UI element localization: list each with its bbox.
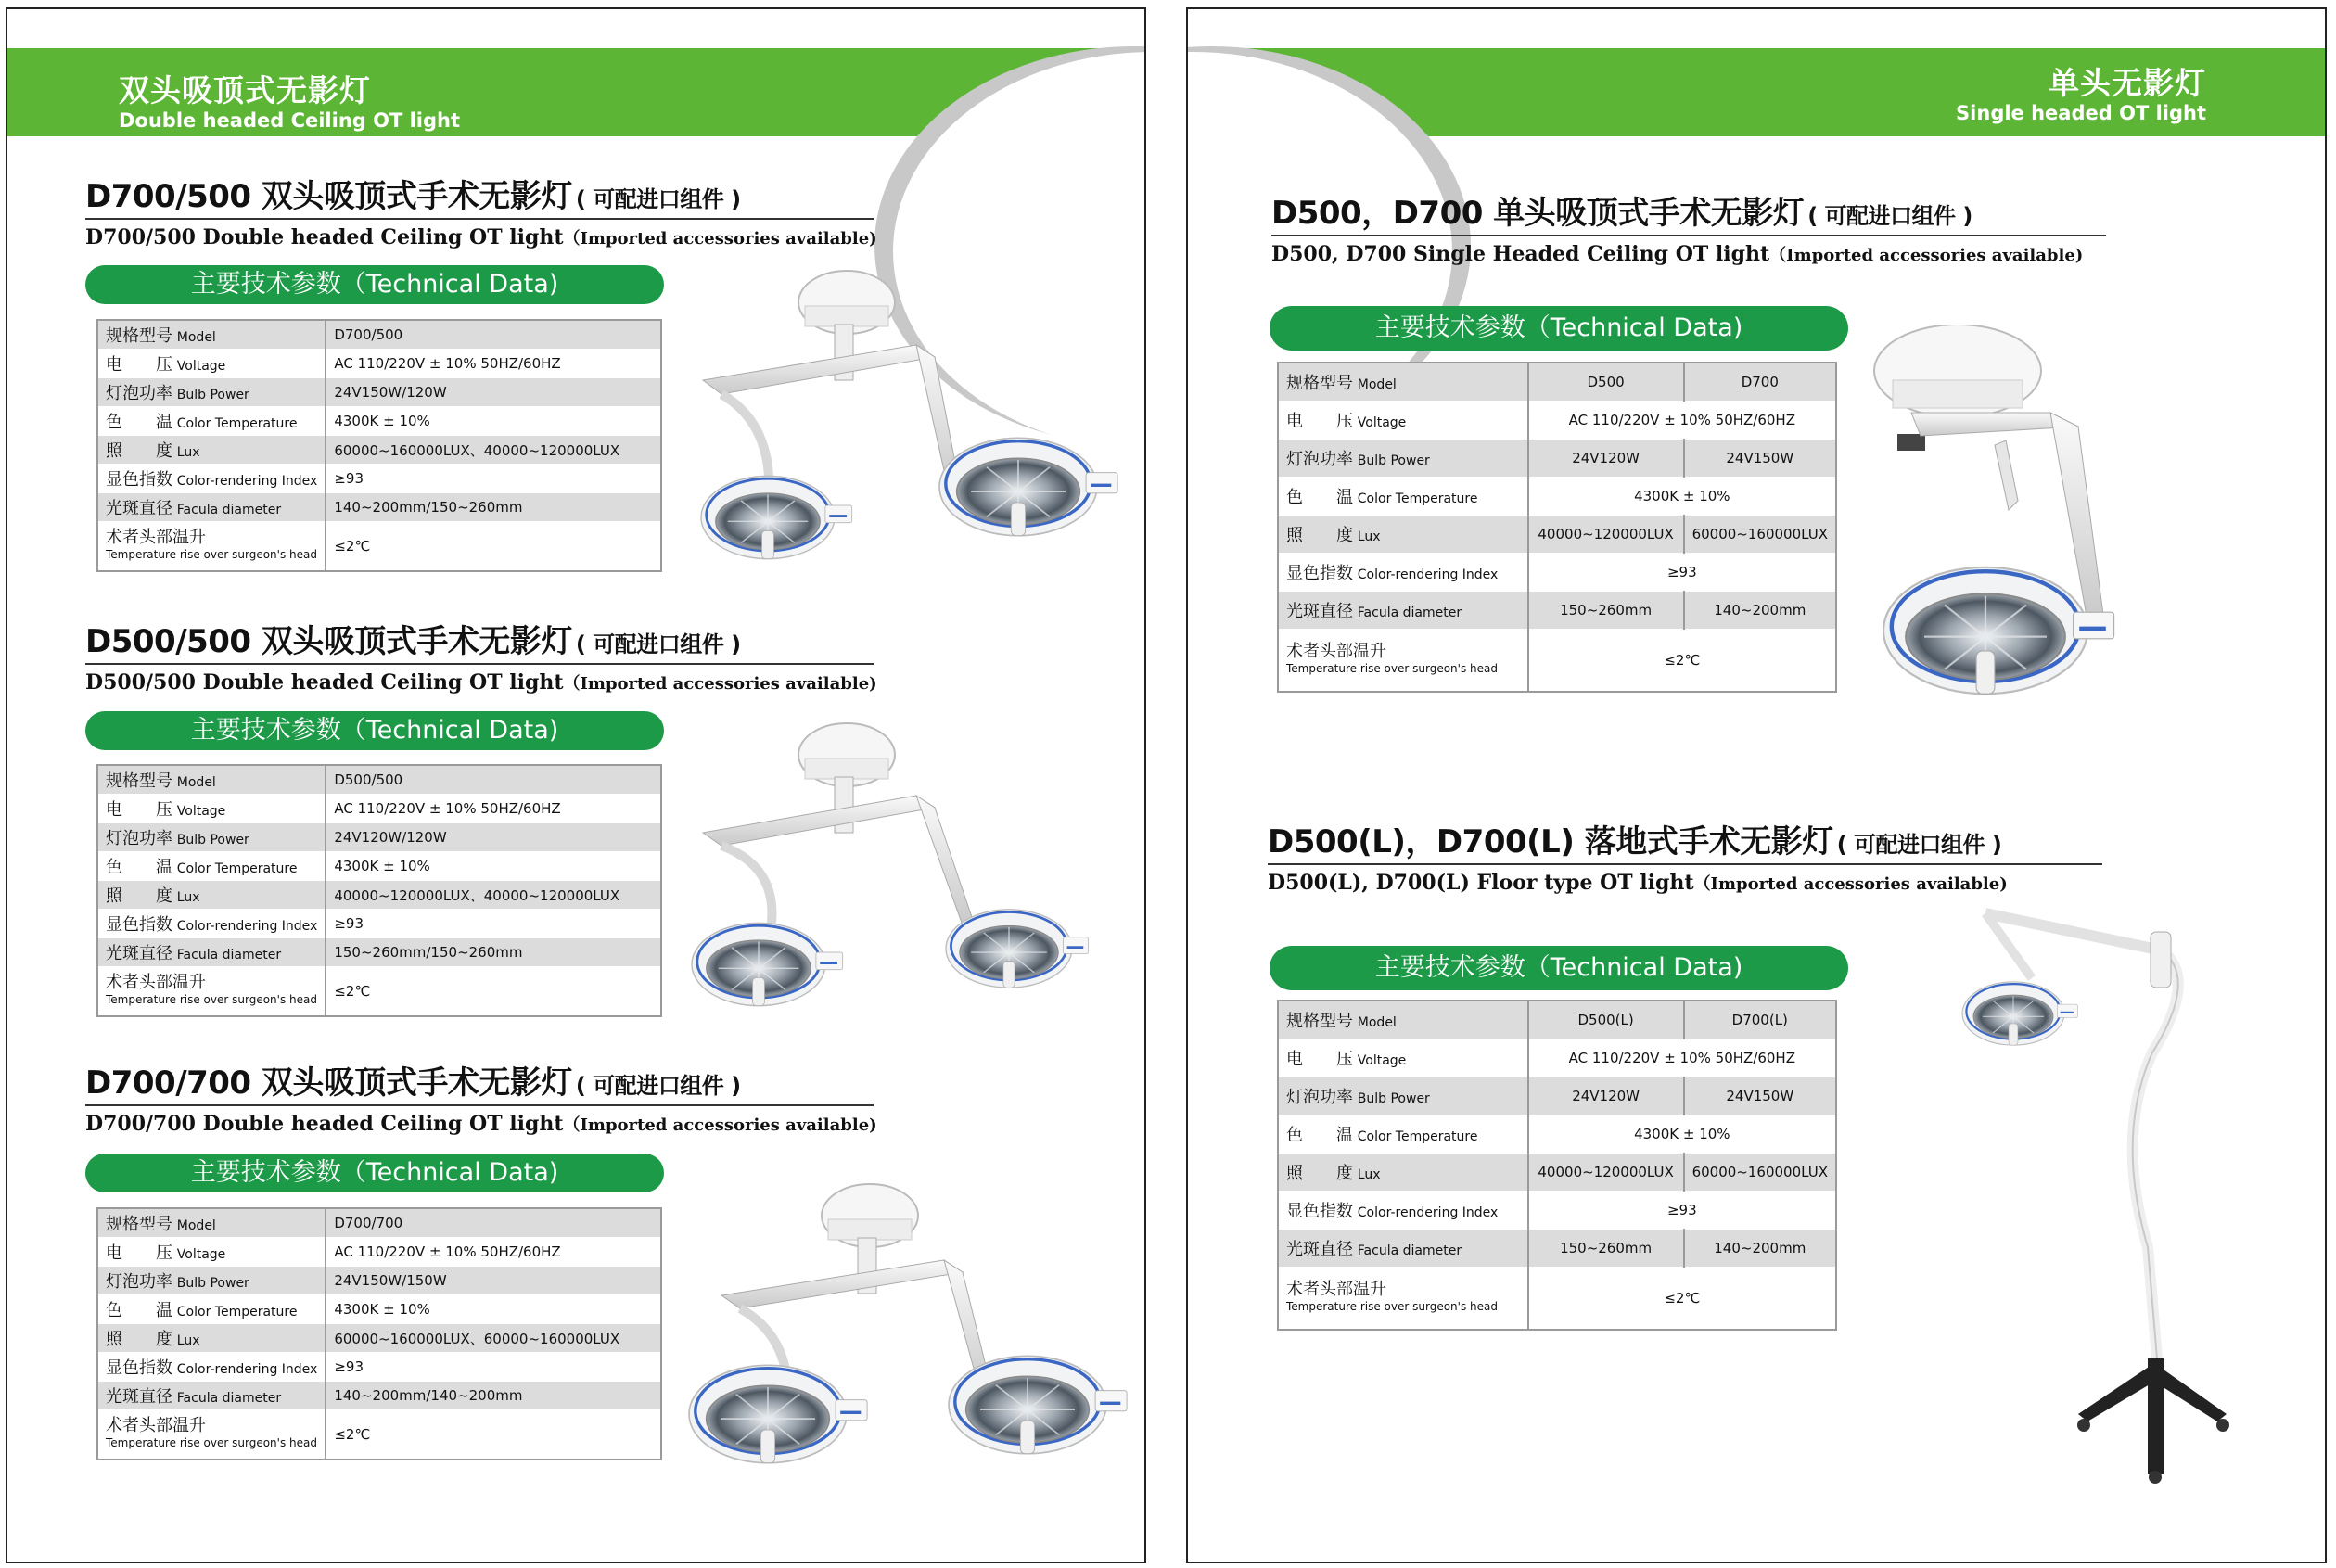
spec-label <box>1278 1268 1528 1331</box>
spec-label-en: Voltage <box>1357 1053 1407 1068</box>
spec-label-en: Color-rendering Index <box>176 1362 318 1377</box>
spec-label-en: Bulb Power <box>1357 1091 1430 1106</box>
lamp-image-double <box>657 1182 1139 1488</box>
spec-row <box>1278 554 1836 592</box>
spec-value: D700 <box>1684 363 1836 402</box>
lamp-image-single <box>1856 325 2319 733</box>
spec-value: 4300K ± 10% <box>326 852 661 881</box>
technical-data-pill: 主要技术参数（Technical Data) <box>85 1154 664 1192</box>
spec-value: D700(L) <box>1684 1001 1836 1039</box>
spec-label-en: Temperature rise over surgeon's head <box>1286 1300 1498 1313</box>
spec-row <box>97 1382 661 1410</box>
spec-row <box>97 350 661 378</box>
spec-label-cn: 照 度 <box>1286 1164 1353 1183</box>
spec-label-en: Lux <box>1357 529 1381 544</box>
spec-value: 24V120W/120W <box>326 823 661 852</box>
spec-label-cn: 光斑直径 <box>106 1387 172 1407</box>
spec-table-d500-500 <box>96 764 662 1017</box>
spec-label <box>97 823 326 852</box>
header-title-cn: 单头无影灯 <box>2049 65 2206 101</box>
section-rule <box>1271 235 2106 236</box>
spec-value: AC 110/220V ± 10% 50HZ/60HZ <box>326 1238 661 1267</box>
spec-row <box>97 522 661 572</box>
spec-label-en: Facula diameter <box>176 503 282 517</box>
spec-label-en: Model <box>1357 377 1397 392</box>
spec-label-cn: 电 压 <box>106 355 172 375</box>
spec-label-en: Facula diameter <box>1357 606 1462 620</box>
spec-row <box>1278 1230 1836 1268</box>
spec-label <box>97 967 326 1017</box>
spec-row <box>97 1353 661 1382</box>
spec-row <box>97 852 661 881</box>
spec-label-en: Bulb Power <box>176 388 249 402</box>
spec-row <box>1278 1039 1836 1077</box>
spec-label-cn: 光斑直径 <box>1286 602 1353 621</box>
section-title-text: D700/500 双头吸顶式手术无影灯 <box>85 178 572 215</box>
technical-data-pill: 主要技术参数（Technical Data) <box>1270 946 1848 990</box>
lamp-image-double <box>666 269 1139 575</box>
spec-row <box>97 938 661 967</box>
spec-label-cn: 规格型号 <box>1286 374 1353 393</box>
spec-label-en: Voltage <box>176 1247 226 1262</box>
spec-label-cn: 色 温 <box>1286 488 1353 507</box>
lamp-image-double <box>657 721 1130 1018</box>
spec-label-en: Color Temperature <box>1357 491 1478 506</box>
spec-row <box>1278 478 1836 516</box>
spec-row <box>97 910 661 938</box>
product-section-floor-type <box>1268 816 2102 895</box>
spec-label <box>1278 516 1528 554</box>
spec-value: D700/700 <box>326 1208 661 1238</box>
spec-label-en: Lux <box>176 445 200 460</box>
spec-row <box>1278 1077 1836 1115</box>
section-subtitle-text: D700/500 Double headed Ceiling OT light <box>85 225 564 249</box>
spec-value: D500/500 <box>326 765 661 795</box>
spec-label-cn: 灯泡功率 <box>106 829 172 848</box>
spec-label <box>1278 630 1528 693</box>
section-subtitle-text: D500, D700 Single Headed Ceiling OT light <box>1271 242 1770 266</box>
lamp-image-floor-stand <box>1921 895 2319 1488</box>
spec-value: 140~200mm/140~200mm <box>326 1382 661 1410</box>
spec-label <box>97 852 326 881</box>
spec-row <box>97 493 661 522</box>
spec-table-d700-700 <box>96 1207 662 1460</box>
spec-label-en: Model <box>1357 1015 1397 1030</box>
section-title <box>1268 816 2102 861</box>
spec-label-cn: 术者头部温升 <box>106 528 206 547</box>
spec-value: ≥93 <box>1528 1192 1836 1230</box>
header-title-en: Double headed Ceiling OT light <box>119 109 461 132</box>
spec-value: 150~260mm <box>1528 592 1684 630</box>
spec-label-cn: 电 压 <box>106 800 172 820</box>
spec-label-cn: 术者头部温升 <box>106 973 206 992</box>
spec-row <box>97 1324 661 1353</box>
spec-label-en: Model <box>176 775 216 790</box>
technical-data-pill: 主要技术参数（Technical Data) <box>85 711 664 750</box>
spec-label-cn: 规格型号 <box>1286 1012 1353 1031</box>
spec-label <box>1278 1001 1528 1039</box>
spec-label-en: Lux <box>176 1333 200 1348</box>
section-title-text: D700/700 双头吸顶式手术无影灯 <box>85 1064 572 1102</box>
spec-table-floor-type <box>1277 1000 1837 1331</box>
section-subtitle-note: （Imported accessories available) <box>563 1115 877 1135</box>
spec-label <box>97 1267 326 1295</box>
spec-label-cn: 术者头部温升 <box>1286 1280 1386 1299</box>
spec-label <box>97 1295 326 1324</box>
spec-row <box>97 320 661 350</box>
spec-value: 140~200mm <box>1684 592 1836 630</box>
section-title-text: D500/500 双头吸顶式手术无影灯 <box>85 623 572 660</box>
spec-label <box>97 765 326 795</box>
spec-label-cn: 色 温 <box>106 1301 172 1320</box>
spec-label <box>1278 440 1528 478</box>
section-title-note: ( 可配进口组件 ) <box>1807 203 1972 229</box>
spec-value: 140~200mm/150~260mm <box>326 493 661 522</box>
spec-row <box>1278 363 1836 402</box>
spec-label-en: Voltage <box>176 804 226 819</box>
spec-label-cn: 显色指数 <box>1286 1202 1353 1221</box>
spec-label-cn: 光斑直径 <box>106 944 172 963</box>
spec-label-en: Bulb Power <box>176 833 249 848</box>
section-rule <box>85 1104 874 1106</box>
spec-row <box>1278 630 1836 693</box>
spec-label-cn: 显色指数 <box>106 1358 172 1378</box>
spec-label-cn: 光斑直径 <box>1286 1240 1353 1259</box>
product-section-d700-500 <box>85 171 877 249</box>
spec-table-d500-d700 <box>1277 362 1837 693</box>
header-title-cn: 双头吸顶式无影灯 <box>119 72 371 108</box>
spec-label <box>97 320 326 350</box>
spec-row <box>97 465 661 493</box>
section-rule <box>85 218 874 220</box>
spec-label-cn: 规格型号 <box>106 1215 172 1234</box>
spec-label <box>1278 1077 1528 1115</box>
spec-label-en: Voltage <box>1357 415 1407 430</box>
section-title-note: ( 可配进口组件 ) <box>575 186 741 212</box>
section-rule <box>85 663 874 665</box>
spec-row <box>97 1208 661 1238</box>
spec-label-cn: 色 温 <box>106 413 172 432</box>
spec-label-en: Temperature rise over surgeon's head <box>106 1436 317 1449</box>
section-subtitle-note: （Imported accessories available) <box>563 229 877 249</box>
technical-data-pill: 主要技术参数（Technical Data) <box>85 265 664 304</box>
spec-label-cn: 灯泡功率 <box>106 384 172 403</box>
spec-label-cn: 照 度 <box>106 1330 172 1349</box>
spec-label <box>1278 478 1528 516</box>
spec-value: ≤2℃ <box>326 967 661 1017</box>
spec-value: 4300K ± 10% <box>1528 478 1836 516</box>
spec-label-en: Temperature rise over surgeon's head <box>106 993 317 1006</box>
spec-label-en: Lux <box>176 890 200 905</box>
spec-label <box>1278 592 1528 630</box>
spec-label <box>1278 402 1528 440</box>
spec-value: ≤2℃ <box>1528 630 1836 693</box>
spec-value: 24V150W/120W <box>326 378 661 407</box>
spec-value: 60000~160000LUX <box>1684 1154 1836 1192</box>
spec-label-cn: 电 压 <box>1286 1050 1353 1069</box>
spec-label-cn: 显色指数 <box>106 470 172 490</box>
spec-value: 40000~120000LUX、40000~120000LUX <box>326 881 661 910</box>
spec-label <box>1278 1154 1528 1192</box>
section-title <box>85 171 874 216</box>
spec-label-en: Bulb Power <box>176 1276 249 1291</box>
spec-row <box>97 765 661 795</box>
spec-value: 4300K ± 10% <box>326 1295 661 1324</box>
spec-value: ≤2℃ <box>326 1410 661 1460</box>
spec-row <box>1278 592 1836 630</box>
spec-row <box>97 436 661 465</box>
spec-label <box>1278 1115 1528 1154</box>
spec-label-cn: 色 温 <box>106 858 172 877</box>
spec-row <box>1278 1154 1836 1192</box>
spec-label-cn: 照 度 <box>1286 526 1353 545</box>
section-title-note: ( 可配进口组件 ) <box>575 631 741 657</box>
spec-row <box>97 823 661 852</box>
spec-label <box>1278 1039 1528 1077</box>
spec-label <box>97 1238 326 1267</box>
product-section-d500-d700 <box>1271 187 2106 266</box>
section-title-note: ( 可配进口组件 ) <box>1836 832 2002 858</box>
spec-label-en: Color-rendering Index <box>1357 1205 1499 1220</box>
spec-label-cn: 显色指数 <box>1286 564 1353 583</box>
spec-label-cn: 色 温 <box>1286 1126 1353 1145</box>
section-title <box>85 616 874 661</box>
header-title-en: Single headed OT light <box>1956 102 2206 124</box>
section-title-note: ( 可配进口组件 ) <box>575 1073 741 1099</box>
spec-value: 40000~120000LUX <box>1528 516 1684 554</box>
spec-label-cn: 灯泡功率 <box>106 1272 172 1292</box>
product-section-d700-700 <box>85 1057 877 1136</box>
spec-value: 140~200mm <box>1684 1230 1836 1268</box>
spec-value: 150~260mm/150~260mm <box>326 938 661 967</box>
spec-label-cn: 电 压 <box>106 1243 172 1263</box>
spec-label-en: Temperature rise over surgeon's head <box>1286 662 1498 675</box>
section-title <box>1271 187 2106 233</box>
spec-label <box>97 378 326 407</box>
spec-label-en: Color-rendering Index <box>176 919 318 934</box>
spec-value: D500(L) <box>1528 1001 1684 1039</box>
spec-label-en: Color Temperature <box>176 416 298 431</box>
spec-row <box>97 881 661 910</box>
spec-label <box>97 795 326 823</box>
spec-value: 60000~160000LUX <box>1684 516 1836 554</box>
spec-label-cn: 显色指数 <box>106 915 172 935</box>
section-subtitle <box>85 225 877 249</box>
spec-label-en: Temperature rise over surgeon's head <box>106 548 317 561</box>
spec-label-en: Lux <box>1357 1167 1381 1182</box>
spec-value: 24V150W <box>1684 440 1836 478</box>
spec-row <box>97 407 661 436</box>
spec-row <box>1278 440 1836 478</box>
spec-label-cn: 规格型号 <box>106 771 172 791</box>
spec-row <box>97 1410 661 1460</box>
spec-label-cn: 术者头部温升 <box>106 1416 206 1435</box>
spec-label-en: Model <box>176 330 216 345</box>
spec-value: ≥93 <box>326 465 661 493</box>
section-title <box>85 1057 874 1103</box>
spec-row <box>1278 1192 1836 1230</box>
spec-label-en: Color-rendering Index <box>1357 567 1499 582</box>
spec-label <box>1278 554 1528 592</box>
spec-label <box>97 938 326 967</box>
spec-value: 60000~160000LUX、40000~120000LUX <box>326 436 661 465</box>
section-subtitle-text: D500(L), D700(L) Floor type OT light <box>1268 871 1694 895</box>
spec-label-en: Color Temperature <box>1357 1129 1478 1144</box>
section-subtitle <box>1271 242 2106 266</box>
section-subtitle-note: （Imported accessories available) <box>1693 874 2008 894</box>
spec-value: D700/500 <box>326 320 661 350</box>
spec-label-cn: 灯泡功率 <box>1286 450 1353 469</box>
section-rule <box>1268 863 2102 865</box>
spec-value: ≥93 <box>1528 554 1836 592</box>
spec-label <box>97 1208 326 1238</box>
spec-row <box>1278 1268 1836 1331</box>
spec-label-en: Color-rendering Index <box>176 474 318 489</box>
section-title-text: D500，D700 单头吸顶式手术无影灯 <box>1271 195 1805 232</box>
section-subtitle <box>85 1112 877 1136</box>
spec-table-d700-500 <box>96 319 662 572</box>
spec-row <box>1278 1115 1836 1154</box>
spec-value: D500 <box>1528 363 1684 402</box>
spec-label <box>97 350 326 378</box>
spec-value: AC 110/220V ± 10% 50HZ/60HZ <box>326 350 661 378</box>
spec-label <box>97 522 326 572</box>
spec-value: 60000~160000LUX、60000~160000LUX <box>326 1324 661 1353</box>
spec-label-en: Color Temperature <box>176 861 298 876</box>
spec-label-en: Color Temperature <box>176 1305 298 1319</box>
spec-row <box>97 1238 661 1267</box>
spec-label <box>97 1382 326 1410</box>
section-title-text: D500(L)，D700(L) 落地式手术无影灯 <box>1268 823 1833 860</box>
spec-label <box>97 910 326 938</box>
spec-value: ≥93 <box>326 1353 661 1382</box>
catalog-page-right <box>1186 7 2327 1563</box>
spec-label <box>97 407 326 436</box>
section-subtitle-note: （Imported accessories available) <box>1769 246 2084 265</box>
spec-label <box>97 465 326 493</box>
section-subtitle-note: （Imported accessories available) <box>563 674 877 694</box>
technical-data-pill: 主要技术参数（Technical Data) <box>1270 306 1848 351</box>
spec-label <box>97 1353 326 1382</box>
spec-row <box>97 378 661 407</box>
spec-value: ≤2℃ <box>326 522 661 572</box>
spec-label-en: Facula diameter <box>176 948 282 962</box>
spec-row <box>97 795 661 823</box>
spec-label <box>97 493 326 522</box>
spec-row <box>97 1267 661 1295</box>
spec-label-cn: 照 度 <box>106 441 172 461</box>
spec-label-en: Facula diameter <box>1357 1243 1462 1258</box>
section-subtitle <box>85 670 877 695</box>
spec-row <box>1278 402 1836 440</box>
spec-label-cn: 电 压 <box>1286 412 1353 431</box>
spec-value: 24V120W <box>1528 440 1684 478</box>
spec-value: 24V150W <box>1684 1077 1836 1115</box>
spec-value: AC 110/220V ± 10% 50HZ/60HZ <box>1528 1039 1836 1077</box>
spec-label-en: Bulb Power <box>1357 453 1430 468</box>
spec-value: AC 110/220V ± 10% 50HZ/60HZ <box>1528 402 1836 440</box>
spec-value: AC 110/220V ± 10% 50HZ/60HZ <box>326 795 661 823</box>
section-subtitle <box>1268 871 2102 895</box>
spec-row <box>1278 516 1836 554</box>
spec-value: ≥93 <box>326 910 661 938</box>
section-subtitle-text: D700/700 Double headed Ceiling OT light <box>85 1112 564 1136</box>
spec-value: 24V120W <box>1528 1077 1684 1115</box>
spec-label-cn: 规格型号 <box>106 326 172 346</box>
spec-label-en: Model <box>176 1218 216 1233</box>
spec-label <box>1278 1192 1528 1230</box>
spec-label-en: Voltage <box>176 359 226 374</box>
spec-label-cn: 术者头部温升 <box>1286 642 1386 661</box>
product-section-d500-500 <box>85 616 877 695</box>
spec-label <box>1278 1230 1528 1268</box>
spec-row <box>97 967 661 1017</box>
spec-label-cn: 照 度 <box>106 886 172 906</box>
spec-value: 40000~120000LUX <box>1528 1154 1684 1192</box>
spec-label <box>97 881 326 910</box>
spec-row <box>1278 1001 1836 1039</box>
spec-value: ≤2℃ <box>1528 1268 1836 1331</box>
spec-label <box>97 436 326 465</box>
spec-label <box>97 1410 326 1460</box>
spec-value: 150~260mm <box>1528 1230 1684 1268</box>
spec-label <box>1278 363 1528 402</box>
spec-value: 4300K ± 10% <box>326 407 661 436</box>
spec-value: 4300K ± 10% <box>1528 1115 1836 1154</box>
spec-label-en: Facula diameter <box>176 1391 282 1406</box>
spec-value: 24V150W/150W <box>326 1267 661 1295</box>
spec-label-cn: 灯泡功率 <box>1286 1088 1353 1107</box>
spec-label-cn: 光斑直径 <box>106 499 172 518</box>
catalog-page-left <box>6 7 1146 1563</box>
section-subtitle-text: D500/500 Double headed Ceiling OT light <box>85 670 564 695</box>
spec-row <box>97 1295 661 1324</box>
spec-label <box>97 1324 326 1353</box>
